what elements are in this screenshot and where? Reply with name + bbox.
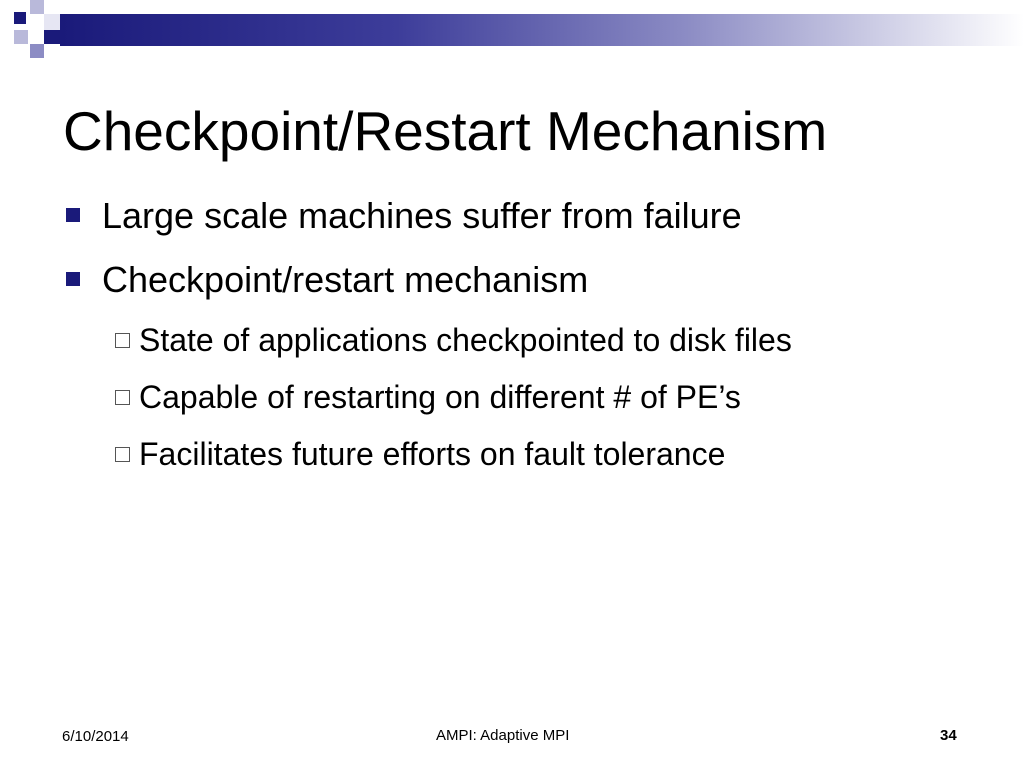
- decorative-square: [44, 30, 60, 44]
- slide-number: 34: [940, 727, 957, 744]
- sub-bullet-item: [115, 434, 725, 474]
- sub-bullet-text: State of applications checkpointed to disk files: [139, 322, 792, 358]
- bullet-text: Checkpoint/restart mechanism: [102, 259, 589, 300]
- header-gradient-bar: [60, 14, 1024, 46]
- sub-bullet-text: Facilitates future efforts on fault tolerance: [139, 436, 726, 472]
- square-bullet-icon: [66, 272, 80, 286]
- sub-bullet-text: Capable of restarting on different # of PE’s: [139, 379, 741, 415]
- square-bullet-icon: [66, 208, 80, 222]
- sub-bullet-item: [115, 377, 741, 417]
- hollow-square-bullet-icon: [115, 333, 130, 348]
- footer-title: AMPI: Adaptive MPI: [436, 727, 570, 744]
- hollow-square-bullet-icon: [115, 447, 130, 462]
- slide-title: Checkpoint/Restart Mechanism: [63, 100, 828, 162]
- decorative-square: [14, 30, 28, 44]
- decorative-square: [14, 12, 26, 24]
- bullet-item: [66, 194, 742, 238]
- decorative-square: [30, 0, 44, 14]
- decorative-square: [44, 14, 60, 30]
- decorative-square: [30, 44, 44, 58]
- hollow-square-bullet-icon: [115, 390, 130, 405]
- bullet-item: [66, 258, 588, 302]
- footer-date: 6/10/2014: [62, 728, 129, 745]
- sub-bullet-item: [115, 320, 792, 360]
- bullet-text: Large scale machines suffer from failure: [102, 195, 742, 236]
